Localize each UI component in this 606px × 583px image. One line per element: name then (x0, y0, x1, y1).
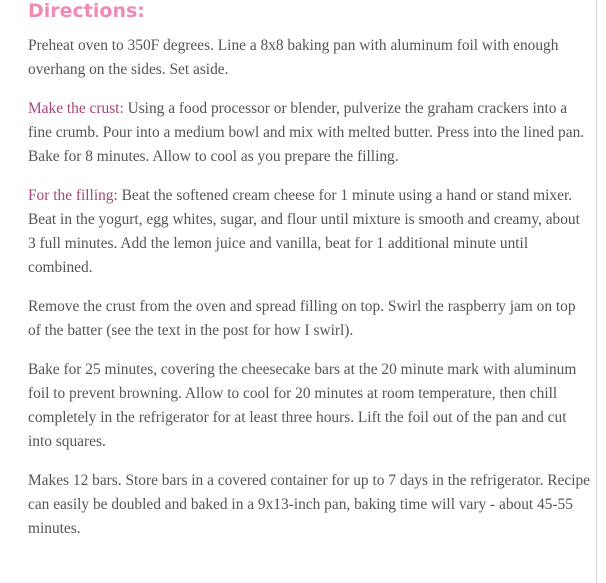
direction-text: Makes 12 bars. Store bars in a covered container for up to 7 days in the refrigerator. Recipe can easily be doubled and baked in a 9x13-inch pan, baking time will vary - about 45-55 minutes. (28, 472, 590, 537)
direction-text: Remove the crust from the oven and spread filling on top. Swirl the raspberry jam on top of the batter (see the text in the post for how I swirl). (28, 298, 576, 339)
direction-text: Preheat oven to 350F degrees. Line a 8x8 baking pan with aluminum foil with enough overhang on the sides. Set aside. (28, 37, 559, 78)
direction-step-filling (28, 184, 590, 280)
direction-step-swirl (28, 295, 590, 343)
direction-text: Beat the softened cream cheese for 1 minute using a hand or stand mixer. Beat in the yogurt, egg whites, sugar, and flour until mixture is smooth and creamy, about 3 full minutes. Add the lemon juice and vanilla, beat for 1 additional minute until combined. (28, 187, 580, 276)
direction-step-crust (28, 97, 590, 169)
directions-heading: Directions: (28, 0, 145, 22)
direction-lead: Make the crust: (28, 100, 124, 117)
direction-step-bake (28, 358, 590, 454)
recipe-directions (28, 0, 590, 556)
content-frame-border (596, 0, 597, 583)
direction-text: Using a food processor or blender, pulverize the graham crackers into a fine crumb. Pour into a medium bowl and mix with melted butter. Press into the lined pan. Bake for 8 minutes. Allow to cool as you prepare the filling. (28, 100, 585, 165)
direction-step-preheat (28, 34, 590, 82)
direction-step-storage (28, 469, 590, 541)
direction-text: Bake for 25 minutes, covering the cheesecake bars at the 20 minute mark with aluminum foil to prevent browning. Allow to cool for 20 minutes at room temperature, then chill completely in the refrigerator for at least three hours. Lift the foil out of the pan and cut into squares. (28, 361, 577, 450)
direction-lead: For the filling: (28, 187, 118, 204)
